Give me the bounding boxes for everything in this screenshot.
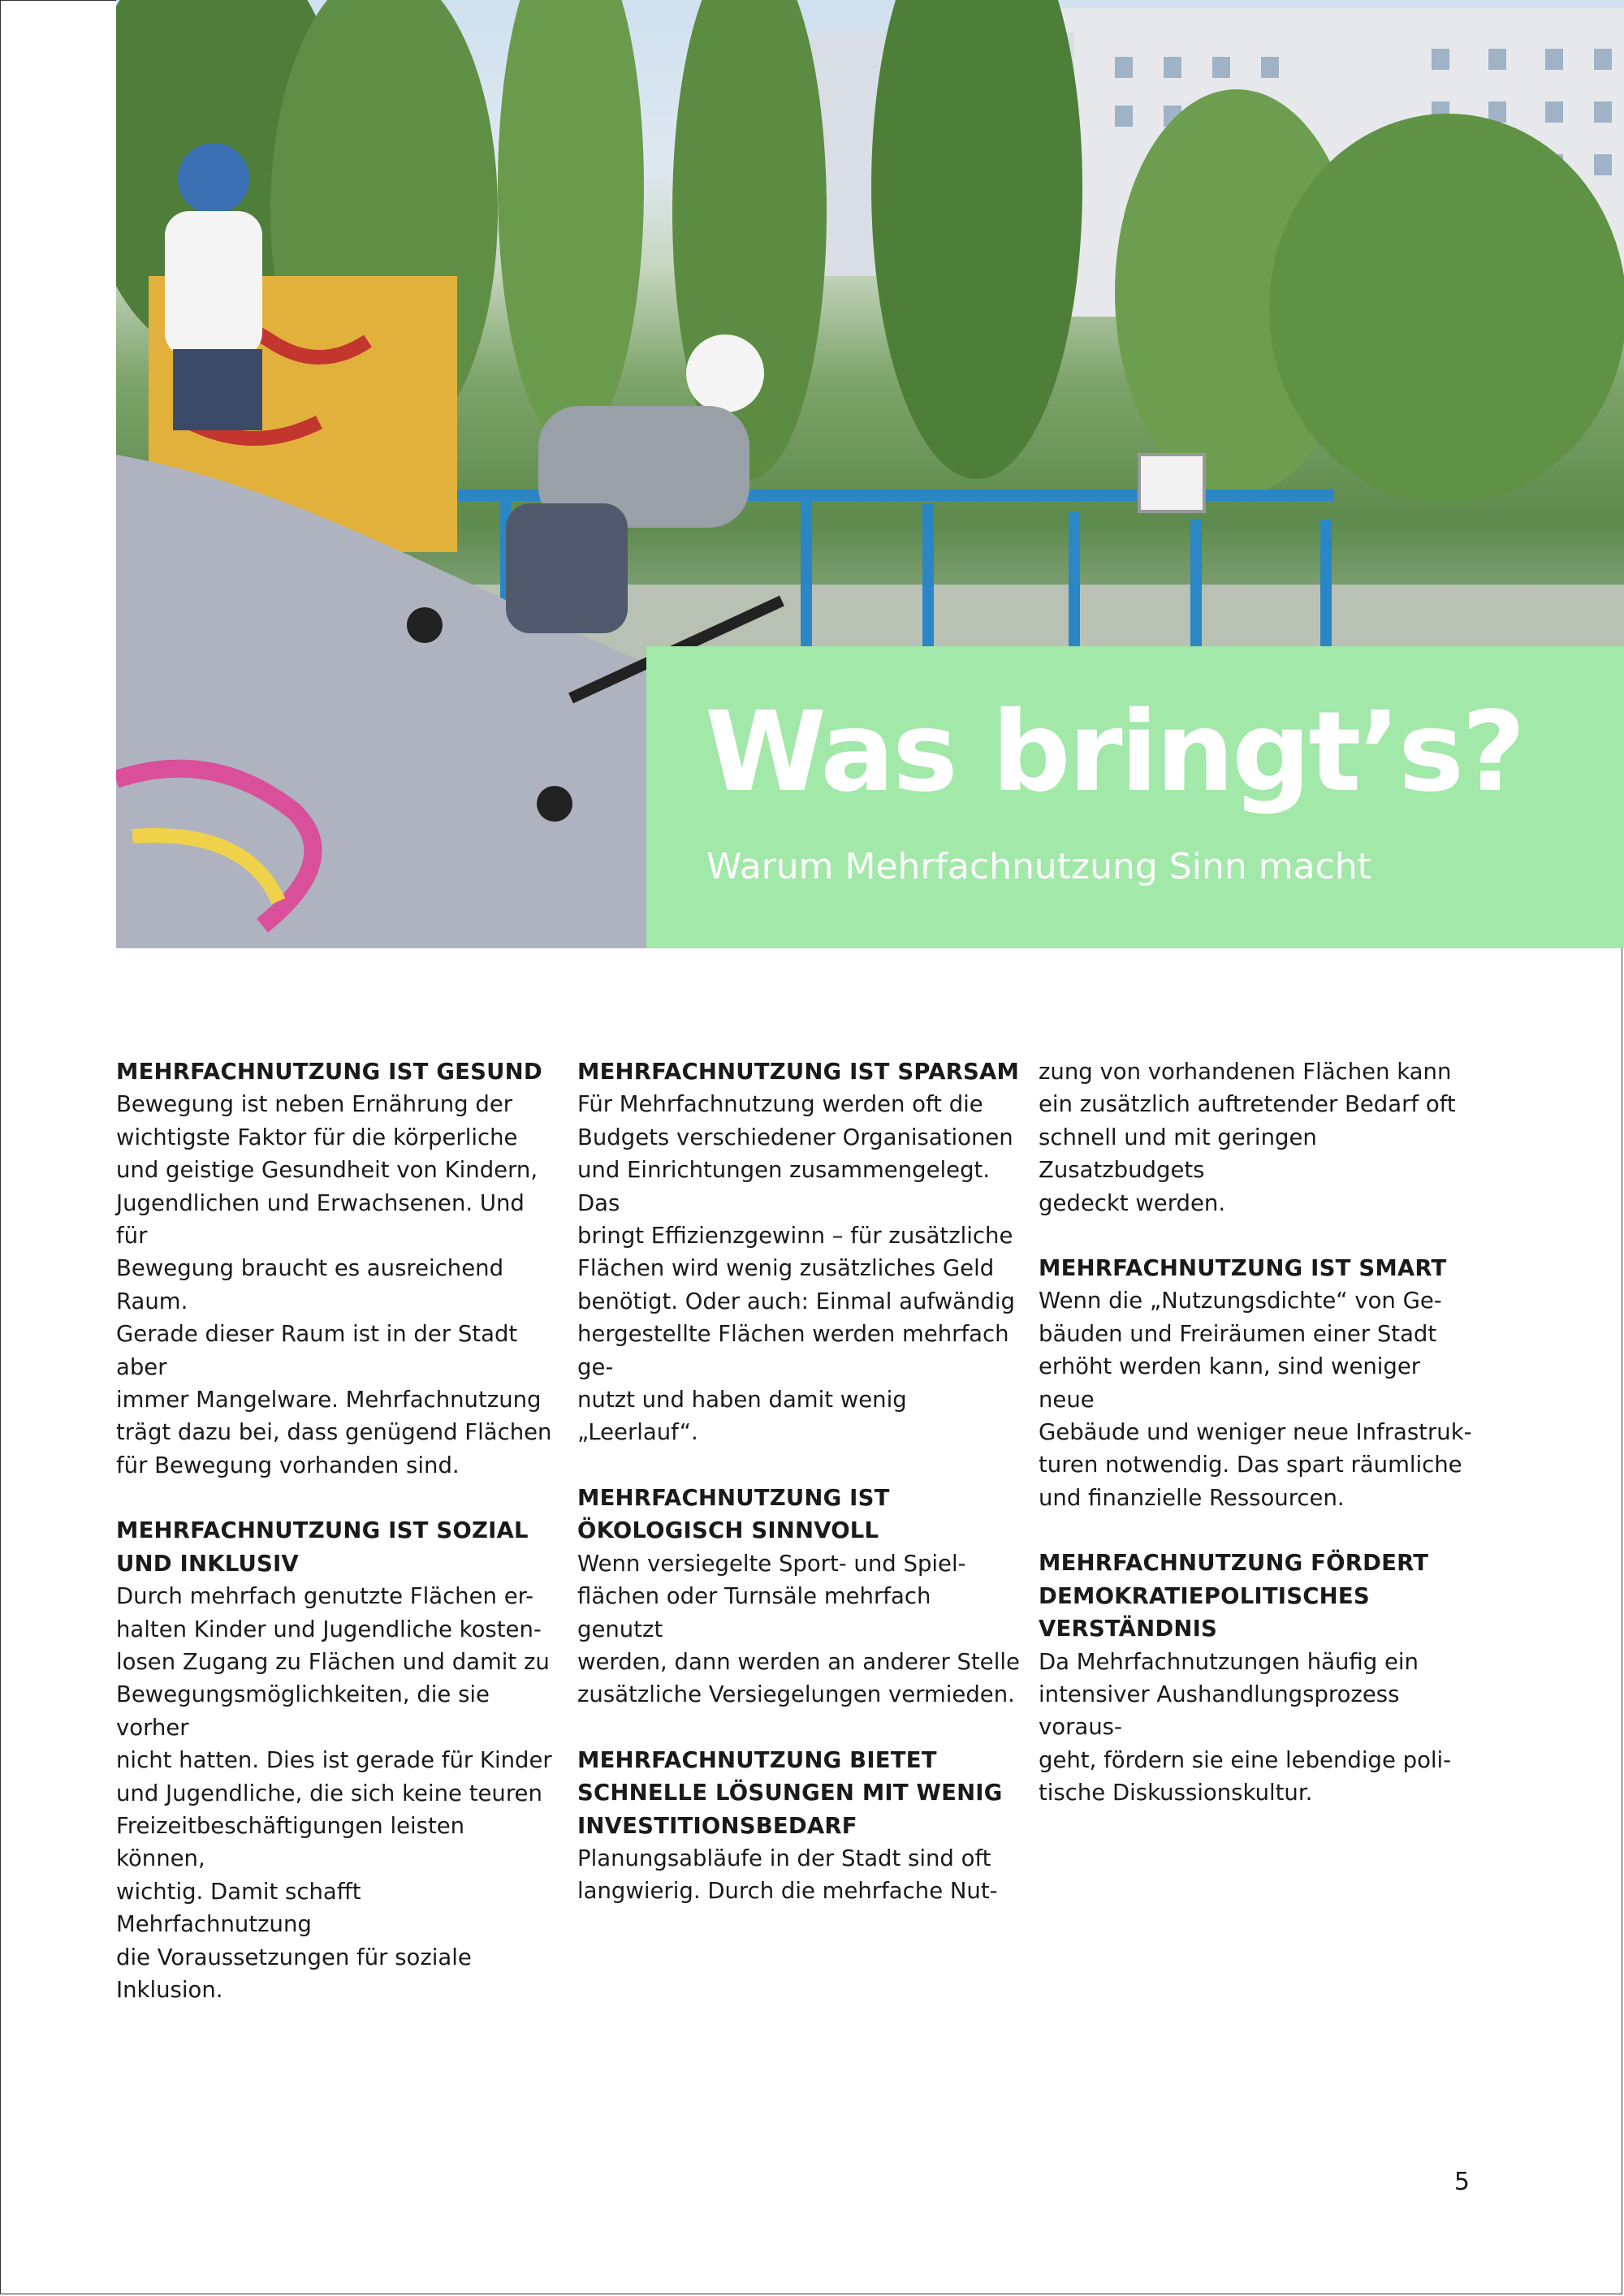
section-smart — [1039, 1252, 1482, 1514]
section-heading: MEHRFACHNUTZUNG FÖRDERT DEMOKRATIEPOLITISCHES VERSTÄNDNIS — [1039, 1550, 1429, 1642]
section-body: Da Mehrfachnutzungen häufig ein intensiver Aushandlungsprozess voraus- geht, fördern sie eine lebendige poli- tische Diskussionskultur. — [1039, 1648, 1452, 1806]
page-subtitle: Warum Mehrfachnutzung Sinn macht — [706, 846, 1371, 887]
section-body: Durch mehrfach genutzte Flächen er- halten Kinder und Jugendliche kosten- losen Zugang zu Flächen und damit zu Bewegungsmöglichkeiten, die sie vorher nicht hatten. Dies ist gerade für Kinder und Jugendliche, die sich keine teuren Freizeitbeschäftigungen leisten können, wichtig. Damit schafft Mehrfachnutzung die Voraussetzungen für soziale Inklusion. — [116, 1583, 552, 2003]
text-column-2 — [577, 1055, 1021, 1940]
page-title: Was bringt’s? — [705, 688, 1523, 817]
section-demokratie — [1039, 1547, 1482, 1809]
section-oekologisch — [577, 1482, 1021, 1711]
page-number: 5 — [1453, 2168, 1470, 2196]
section-continued — [1039, 1055, 1482, 1219]
section-body: Wenn versiegelte Sport- und Spiel- flächen oder Turnsäle mehrfach genutzt werden, dann werden an anderer Stelle zusätzliche Versiegelungen vermieden. — [577, 1550, 1020, 1708]
section-heading: MEHRFACHNUTZUNG IST SOZIAL UND INKLUSIV — [116, 1517, 529, 1577]
basketball-board — [1139, 455, 1204, 511]
section-heading: MEHRFACHNUTZUNG BIETET SCHNELLE LÖSUNGEN MIT WENIG INVESTITIONSBEDARF — [577, 1746, 1003, 1839]
section-heading: MEHRFACHNUTZUNG IST SMART — [1039, 1255, 1447, 1282]
kid-with-helmet — [165, 143, 262, 430]
section-schnelle-loesungen — [577, 1744, 1021, 1908]
section-body: Wenn die „Nutzungsdichte“ von Ge- bäuden und Freiräumen einer Stadt erhöht werden kann, sind weniger neue Gebäude und weniger neue Infrastruk- turen notwendig. Das spart räumliche und finanzielle Ressourcen. — [1039, 1288, 1472, 1511]
section-gesund — [116, 1055, 559, 1482]
title-box — [646, 646, 1624, 948]
section-heading: MEHRFACHNUTZUNG IST ÖKOLOGISCH SINNVOLL — [577, 1484, 890, 1544]
section-sozial — [116, 1514, 559, 2006]
section-body: Für Mehrfachnutzung werden oft die Budgets verschiedener Organisationen und Einrichtungen zusammengelegt. Das bringt Effizienzgewinn – für zusätzliche Flächen wird wenig zusätzliches Geld benötigt. Oder auch: Einmal aufwändig hergestellte Flächen werden mehrfach ge- nutzt und haben damit wenig „Leerlauf“. — [577, 1091, 1015, 1446]
section-body: zung von vorhandenen Flächen kann ein zusätzlich auftretender Bedarf oft schnell und mit geringen Zusatzbudgets gedeckt werden. — [1039, 1059, 1456, 1216]
section-heading: MEHRFACHNUTZUNG IST GESUND — [116, 1059, 542, 1085]
section-body: Planungsabläufe in der Stadt sind oft langwierig. Durch die mehrfache Nut- — [577, 1845, 998, 1905]
text-column-1 — [116, 1055, 559, 2039]
section-body: Bewegung ist neben Ernährung der wichtigste Faktor für die körperliche und geistige Gesundheit von Kindern, Jugendlichen und Erwachsenen. Und für Bewegung braucht es ausreichend Raum. Gerade dieser Raum ist in der Stadt aber immer Mangelware. Mehrfachnutzung trägt dazu bei, dass genügend Flächen für Bewegung vorhanden sind. — [116, 1091, 552, 1478]
section-heading: MEHRFACHNUTZUNG IST SPARSAM — [577, 1059, 1020, 1085]
text-column-3 — [1039, 1055, 1482, 1842]
section-sparsam — [577, 1055, 1021, 1449]
